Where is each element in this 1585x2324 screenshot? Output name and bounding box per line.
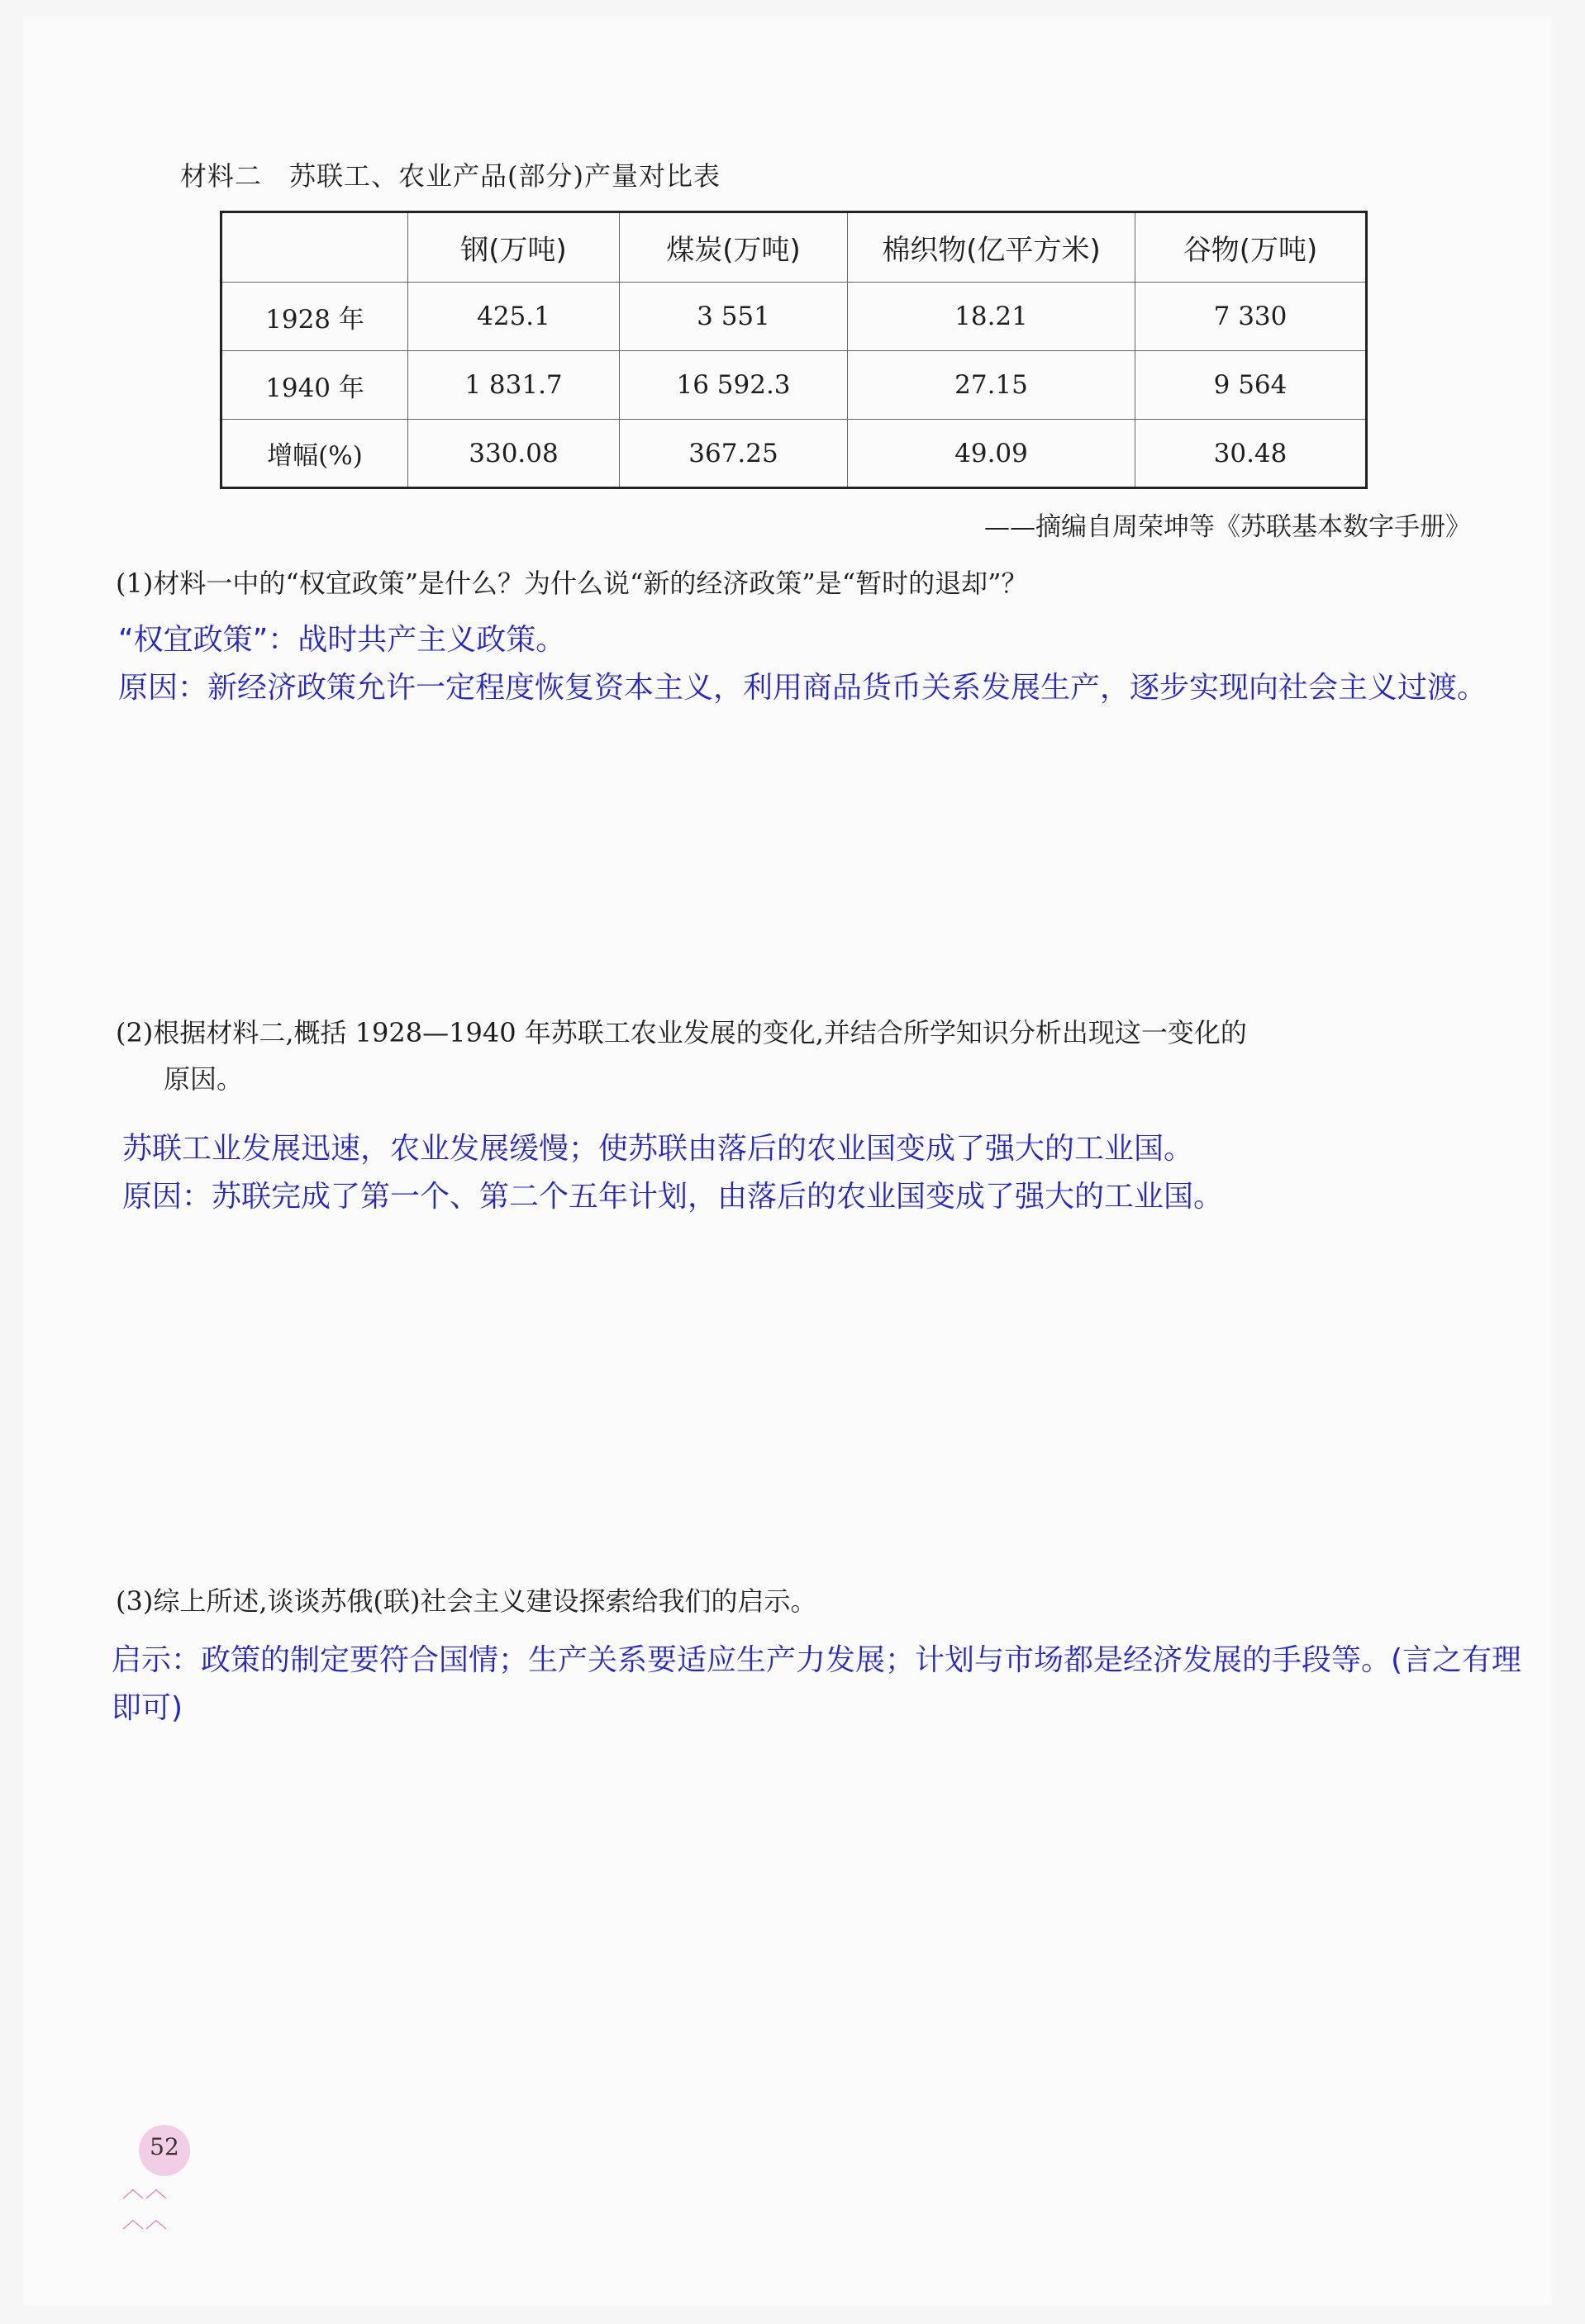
table-cell: 3 551 <box>620 283 848 351</box>
row-label: 1928 年 <box>221 283 408 351</box>
answer-2-line: 原因：苏联完成了第一个、第二个五年计划，由落后的农业国变成了强大的工业国。 <box>122 1180 1224 1214</box>
table-cell: 367.25 <box>620 420 848 488</box>
question-3: (3)综上所述,谈谈苏俄(联)社会主义建设探索给我们的启示。 <box>116 1585 817 1617</box>
table-cell: 9 564 <box>1135 351 1367 420</box>
table-cell: 30.48 <box>1135 420 1367 488</box>
question-2-line: (2)根据材料二,概括 1928—1940 年苏联工农业发展的变化,并结合所学知识分析出现这一变化的 <box>116 1017 1247 1048</box>
row-label: 增幅(%) <box>221 420 408 488</box>
row-label: 1940 年 <box>221 351 408 420</box>
table-cell: 27.15 <box>848 351 1135 420</box>
table-cell: 49.09 <box>848 420 1135 488</box>
table-header-row <box>221 212 1367 283</box>
page-number-decoration: ︿︿ ︿︿ <box>122 2178 169 2233</box>
table-cell: 16 592.3 <box>620 351 848 420</box>
header-cell: 钢(万吨) <box>408 212 620 283</box>
header-cell: 煤炭(万吨) <box>620 212 848 283</box>
header-cell: 谷物(万吨) <box>1135 212 1367 283</box>
header-cell: 棉织物(亿平方米) <box>848 212 1135 283</box>
table-cell: 7 330 <box>1135 283 1367 351</box>
question-2-line: 原因。 <box>164 1063 244 1095</box>
header-cell <box>221 212 408 283</box>
answer-3: 启示：政策的制定要符合国情；生产关系要适应生产力发展；计划与市场都是经济发展的手段等。(言之有理即可) <box>112 1643 1522 1725</box>
table-cell: 425.1 <box>408 283 620 351</box>
table-row <box>221 351 1367 420</box>
table-cell: 1 831.7 <box>408 351 620 420</box>
table-cell: 18.21 <box>848 283 1135 351</box>
question-2 <box>116 1010 1487 1102</box>
table-row <box>221 420 1367 488</box>
table-caption: 材料二 苏联工、农业产品(部分)产量对比表 <box>180 160 721 192</box>
answer-2-line: 苏联工业发展迅速，农业发展缓慢；使苏联由落后的农业国变成了强大的工业国。 <box>122 1132 1194 1166</box>
answer-1 <box>118 616 1506 712</box>
production-table <box>220 211 1368 489</box>
answer-1-line: “权宜政策”：战时共产主义政策。 <box>118 623 566 657</box>
table-cell: 330.08 <box>408 420 620 488</box>
answer-2 <box>122 1125 1511 1221</box>
page-number: 52 <box>150 2133 179 2160</box>
table-source: ——摘编自周荣坤等《苏联基本数字手册》 <box>984 512 1471 542</box>
table-row <box>221 283 1367 351</box>
answer-1-line: 原因：新经济政策允许一定程度恢复资本主义，利用商品货币关系发展生产，逐步实现向社会主义过渡。 <box>118 671 1487 705</box>
page-number-badge <box>122 2125 197 2233</box>
question-1: (1)材料一中的“权宜政策”是什么？为什么说“新的经济政策”是“暂时的退却”？ <box>116 568 1028 599</box>
